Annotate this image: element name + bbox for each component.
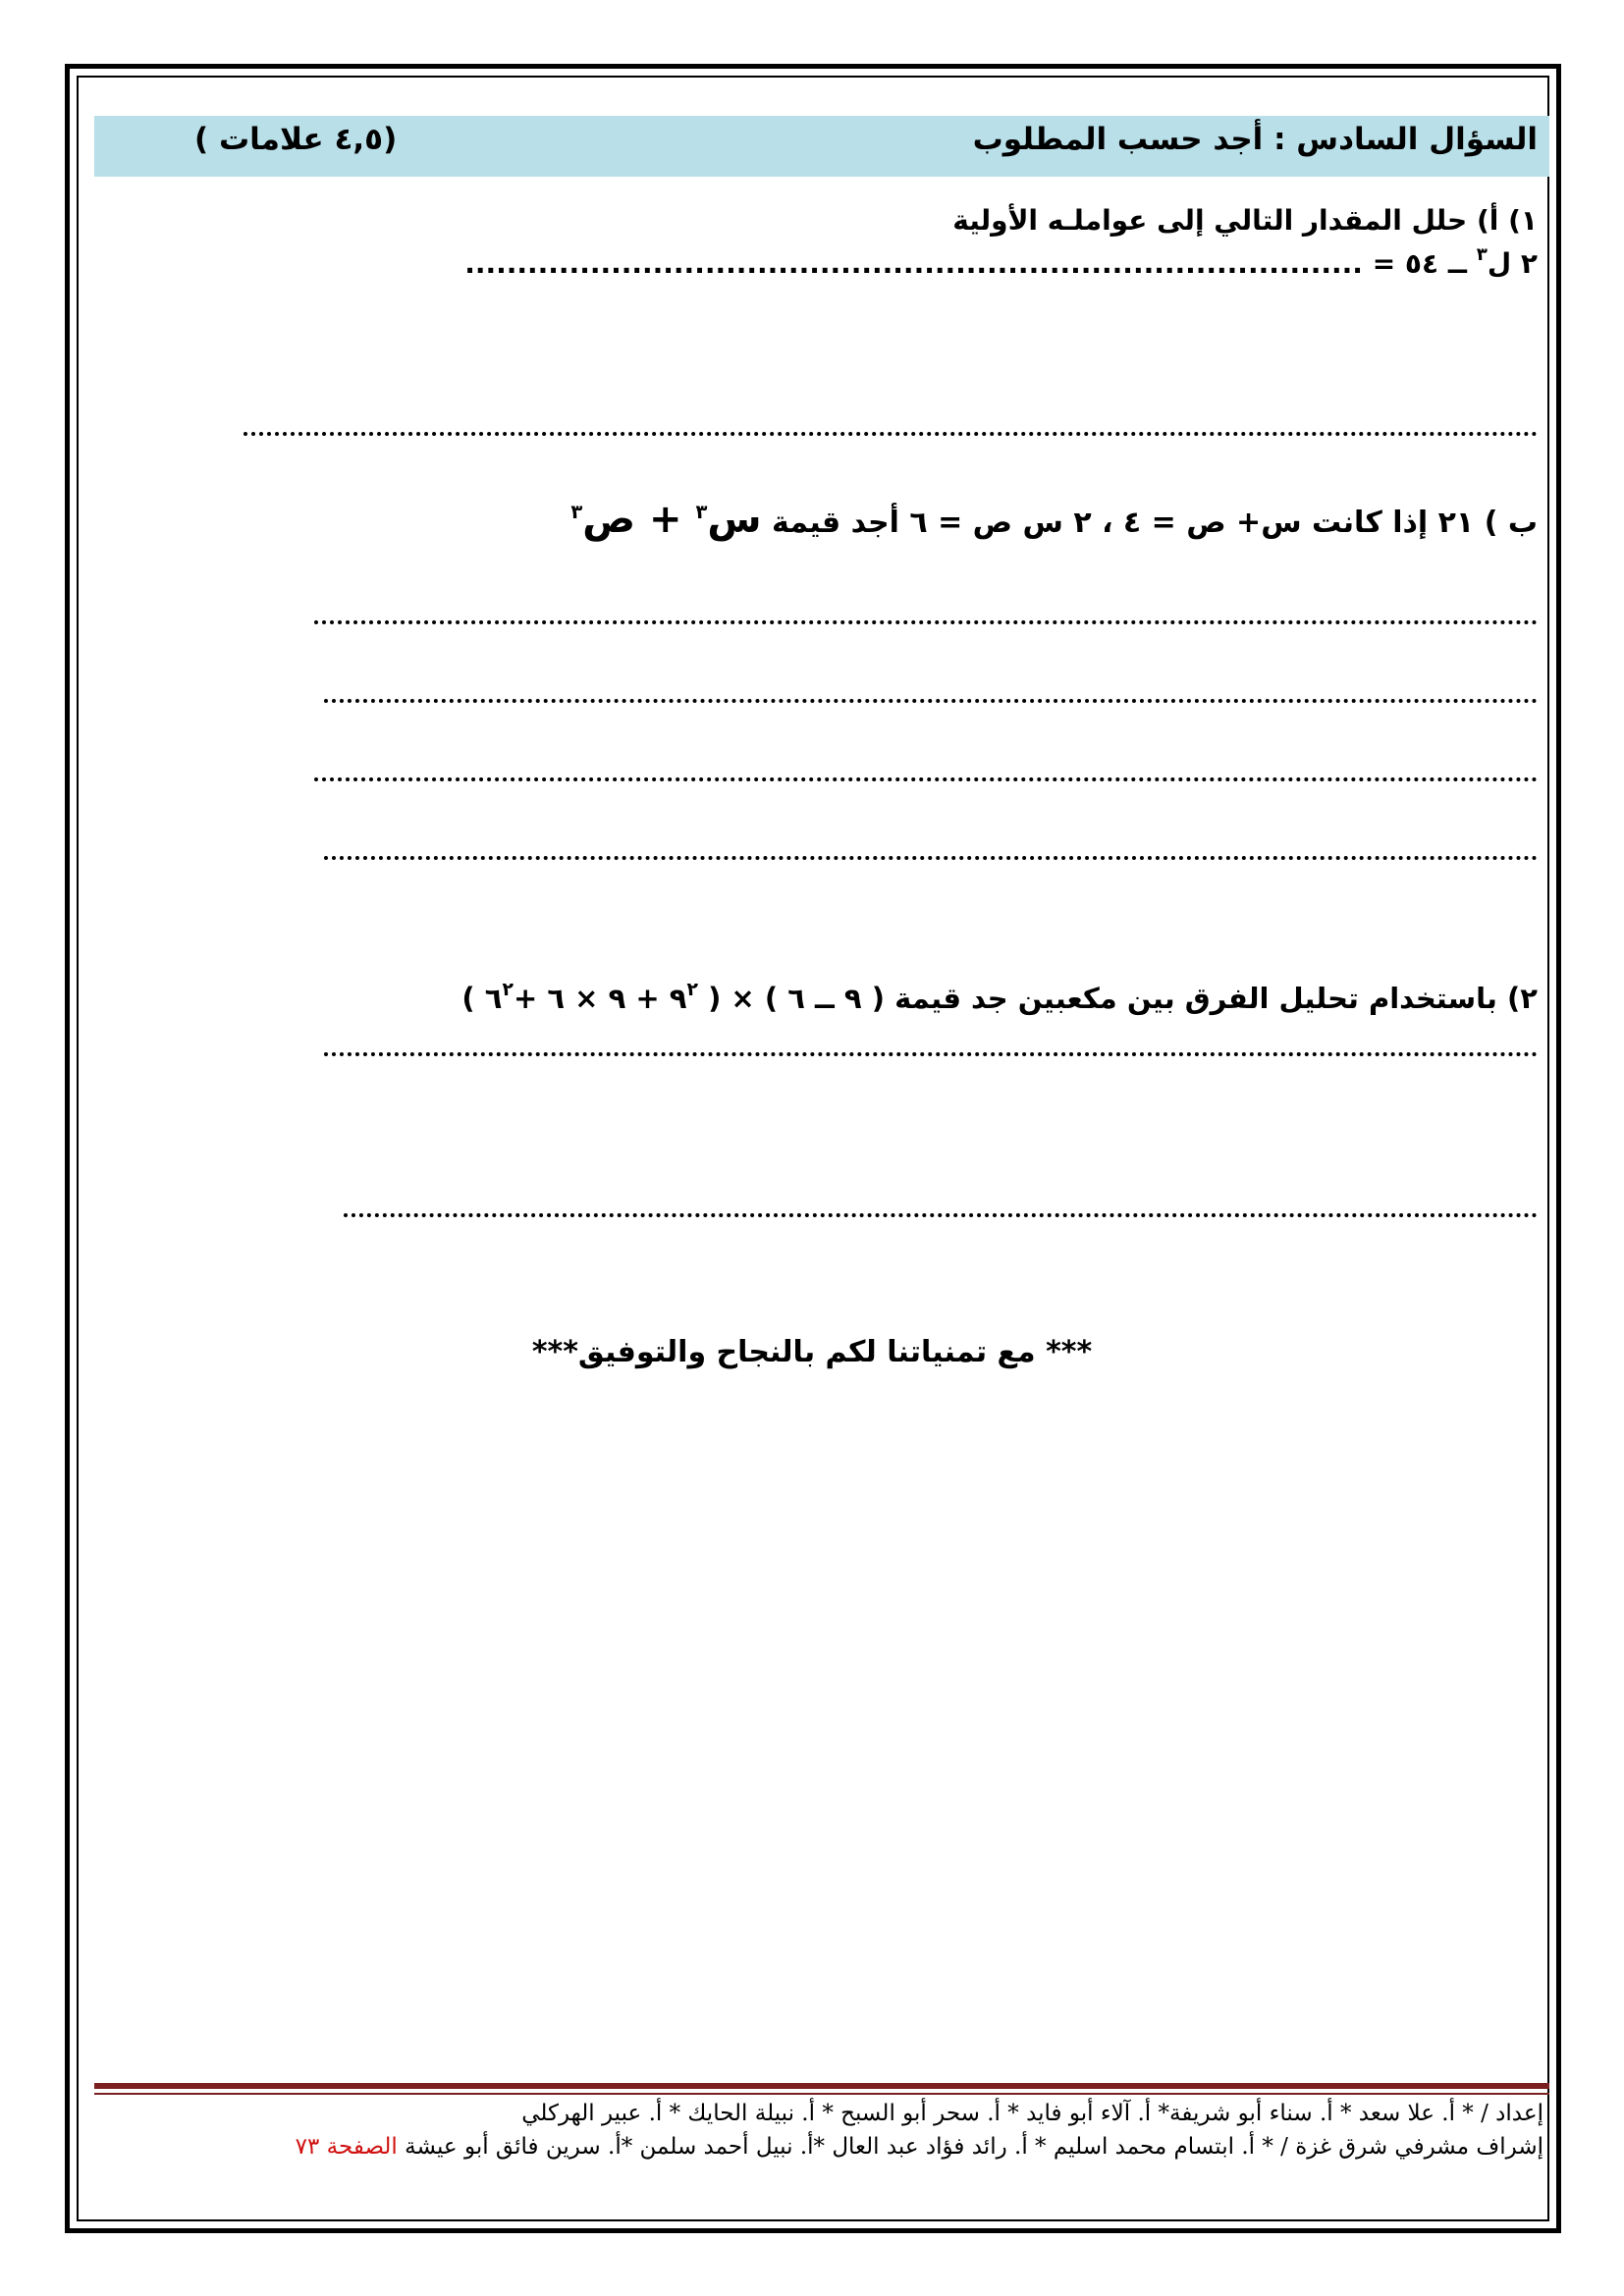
answer-line[interactable] (344, 1213, 1538, 1217)
answer-line[interactable] (314, 620, 1538, 624)
q1a-rest: ــ ٥٤ = (1362, 247, 1477, 280)
footer-supervision (296, 2134, 1543, 2160)
q2-exponent-1: ٢ (686, 979, 698, 1000)
footer-supervisors: إشراف مشرفي شرق غزة / * أ. ابتسام محمد اسليم * أ. رائد فؤاد عبد العال *أ. نبيل أحمد سلمن *أ. سرين فائق أبو عيشة (397, 2134, 1543, 2160)
q1a-expression (464, 244, 1538, 280)
closing-wish: *** مع تمنياتنا لكم بالنجاح والتوفيق*** (531, 1335, 1093, 1369)
question-marks: (٤,٥ علامات ) (194, 122, 398, 157)
q2-statement (461, 979, 1538, 1015)
q1b-statement (570, 497, 1538, 542)
q2-part-1: ٢) باستخدام تحليل الفرق بين مكعبين جد قيمة ( ٩ ــ ٦ ) × ( ٩ (669, 982, 1538, 1015)
q1a-exponent: ٣ (1476, 244, 1488, 266)
q1b-plus: + (635, 497, 696, 542)
q1a-label: ١) أ) حلل المقدار التالي إلى عواملـه الأولية (952, 204, 1538, 237)
q1a-answer-dots: ...................................................................................... (464, 247, 1363, 280)
q1b-var-sad: ص (582, 497, 636, 542)
q2-exponent-2: ٢ (502, 979, 514, 1000)
q2-part-3: ) (461, 982, 485, 1015)
answer-line[interactable] (314, 777, 1538, 781)
question-title: السؤال السادس : أجد حسب المطلوب (972, 122, 1538, 157)
answer-line[interactable] (324, 699, 1538, 703)
footer-rule (94, 2083, 1549, 2089)
q2-part-2: + ٩ × ٦ +٦ (484, 982, 670, 1015)
page-number: الصفحة ٧٣ (295, 2134, 398, 2160)
q1a-coefficient: ٢ ل (1487, 247, 1538, 280)
page-inner-border (77, 76, 1549, 2221)
answer-line[interactable] (324, 1052, 1538, 1056)
answer-line[interactable] (244, 432, 1538, 436)
footer-rule-thin (94, 2093, 1549, 2095)
q1b-var-s: س (707, 497, 762, 542)
q1b-exponent-1: ٣ (695, 501, 708, 524)
footer-prepared-by: إعداد / * أ. علا سعد * أ. سناء أبو شريفة* أ. آلاء أبو فايد * أ. سحر أبو السبح * أ. نبيلة الحايك * أ. عبير الهركلي (521, 2101, 1543, 2126)
answer-line[interactable] (324, 856, 1538, 860)
q1b-prefix: ب ) ٢١ إذا كانت س+ ص = ٤ ، ٢ س ص = ٦ أجد قيمة (761, 506, 1538, 540)
q1b-exponent-2: ٣ (570, 501, 583, 524)
